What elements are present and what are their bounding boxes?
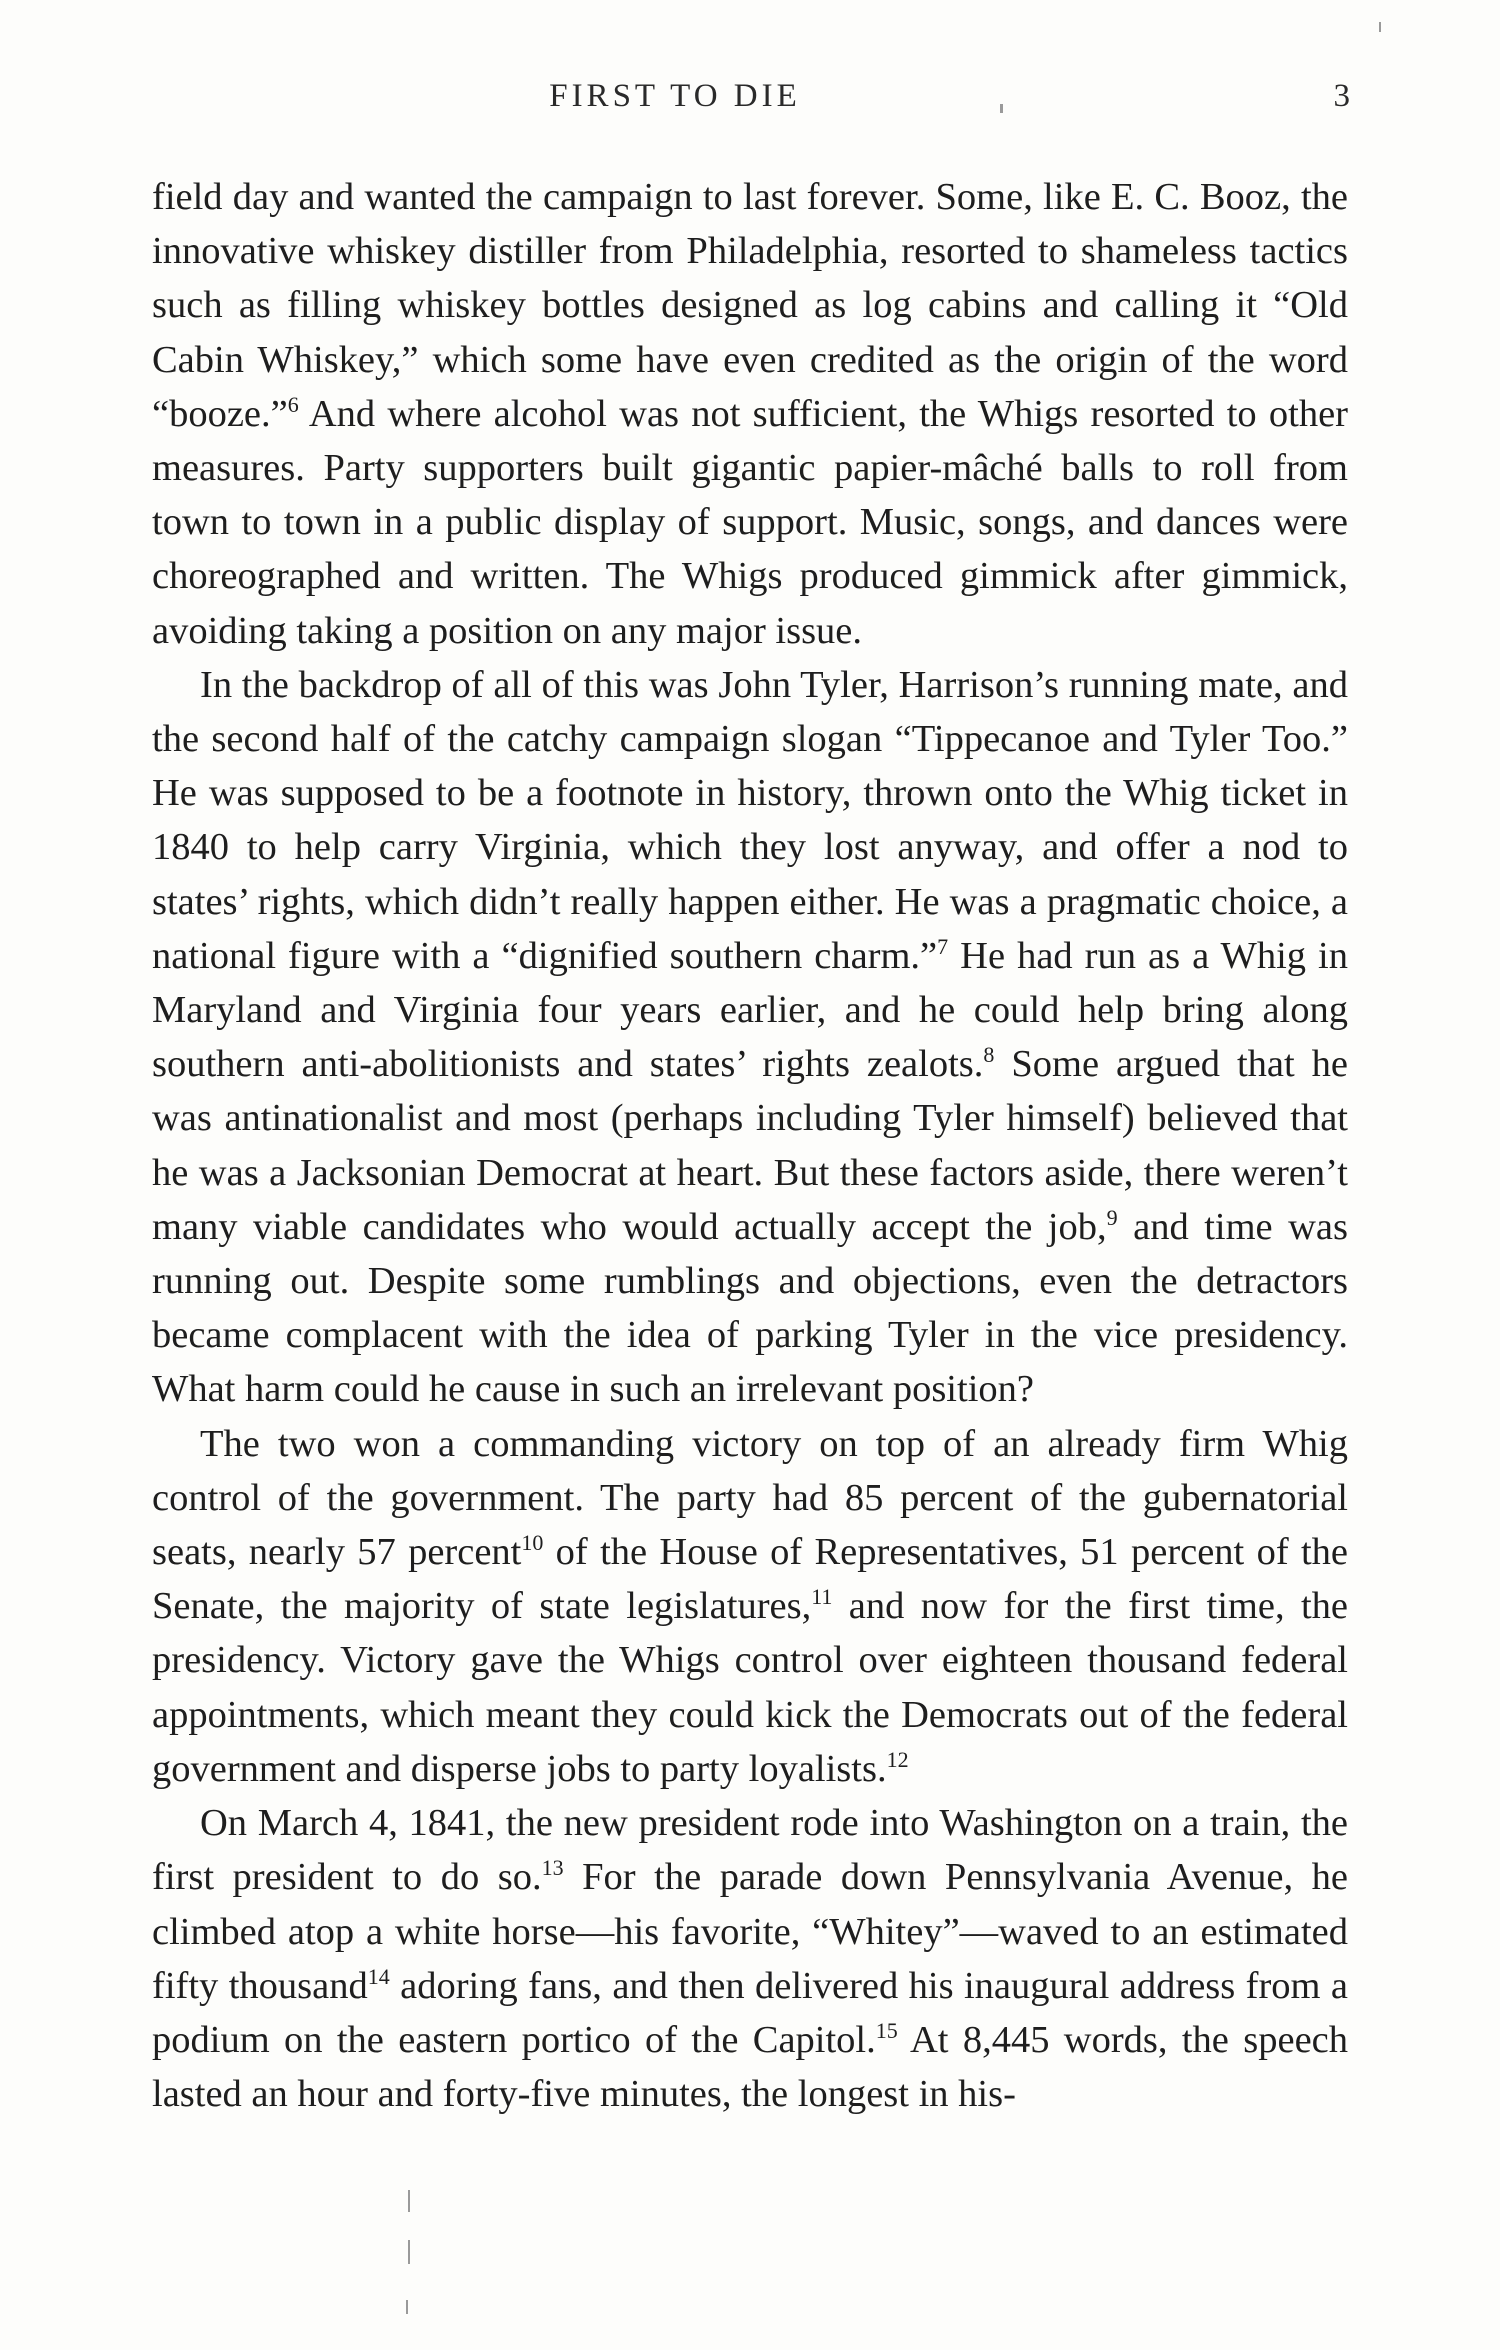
text-run: The two won a commanding victory on top of an already firm Whig control of the government. The party had 85 percent of the gubernatorial seats, nearly 57 percent bbox=[152, 1422, 1348, 1574]
running-title: FIRST TO DIE bbox=[549, 78, 801, 114]
text-run: And where alcohol was not sufficient, the Whigs resorted to other measures. Party supporters built gigantic papier-mâché balls to roll from town to town in a public display of support. Music, songs, and dances were choreographed and written. The Whigs produced gimmick after gimmick, avoiding taking a position on any major issue. bbox=[152, 392, 1348, 652]
scan-speck bbox=[408, 2190, 410, 2212]
footnote-marker: 8 bbox=[983, 1042, 995, 1068]
footnote-marker: 15 bbox=[875, 2017, 898, 2043]
text-run: and now for the first time, the presidency. Victory gave the Whigs control over eighteen thousand federal appointments, which meant they could kick the Democrats out of the federal government and disperse jobs to party loyalists. bbox=[152, 1585, 1348, 1790]
paragraph bbox=[152, 1417, 1348, 1796]
footnote-marker: 6 bbox=[287, 391, 299, 417]
scan-speck bbox=[1379, 22, 1381, 32]
running-head bbox=[150, 78, 1350, 118]
footnote-marker: 10 bbox=[521, 1530, 544, 1556]
footnote-marker: 7 bbox=[937, 933, 949, 959]
text-run: and time was running out. Despite some rumblings and objections, even the detractors became complacent with the idea of parking Tyler in the vice presidency. What harm could he cause in such an irrelevant position? bbox=[152, 1205, 1349, 1411]
text-run: In the backdrop of all of this was John Tyler, Harrison’s running mate, and the second half of the catchy campaign slogan “Tippecanoe and Tyler Too.” He was supposed to be a footnote in history, thrown onto the Whig ticket in 1840 to help carry Virginia, which they lost anyway, and offer a nod to states’ rights, which didn’t really happen either. He was a pragmatic choice, a national figure with a “dignified southern charm.” bbox=[152, 663, 1348, 977]
scan-speck bbox=[406, 2300, 408, 2314]
paragraph bbox=[152, 170, 1348, 658]
footnote-marker: 9 bbox=[1106, 1204, 1118, 1230]
scan-speck bbox=[408, 2240, 410, 2264]
paragraph bbox=[152, 1796, 1348, 2121]
text-run: of the House of Representatives, 51 percent of the Senate, the majority of state legislatures, bbox=[152, 1531, 1348, 1628]
text-run: For the parade down Pennsylvania Avenue, he climbed atop a white horse—his favorite, “Whitey”—waved to an estimated fifty thousand bbox=[152, 1856, 1349, 2007]
paragraph bbox=[152, 658, 1348, 1417]
footnote-marker: 11 bbox=[811, 1584, 833, 1610]
text-run: adoring fans, and then delivered his inaugural address from a podium on the eastern portico of the Capitol. bbox=[152, 1964, 1348, 2061]
page-number: 3 bbox=[1333, 78, 1350, 114]
body-text bbox=[152, 170, 1348, 2121]
scan-speck bbox=[1000, 104, 1003, 113]
text-run: Some argued that he was antinationalist and most (perhaps including Tyler himself) believed that he was a Jacksonian Democrat at heart. But these factors aside, there weren’t many viable candidates who would actually accept the job, bbox=[152, 1043, 1349, 1248]
text-run: field day and wanted the campaign to last forever. Some, like E. C. Booz, the innovative whiskey distiller from Philadelphia, resorted to shameless tactics such as filling whiskey bottles designed as log cabins and calling it “Old Cabin Whiskey,” which some have even credited as the origin of the word “booze.” bbox=[152, 176, 1348, 435]
text-run: He had run as a Whig in Maryland and Virginia four years earlier, and he could help bring along southern anti-abolitionists and states’ rights zealots. bbox=[152, 934, 1349, 1086]
text-run: On March 4, 1841, the new president rode into Washington on a train, the first president to do so. bbox=[152, 1802, 1348, 1899]
text-run: At 8,445 words, the speech lasted an hour and forty-five minutes, the longest in his- bbox=[152, 2018, 1348, 2116]
footnote-marker: 13 bbox=[541, 1855, 564, 1881]
footnote-marker: 14 bbox=[367, 1963, 390, 1989]
footnote-marker: 12 bbox=[886, 1746, 909, 1772]
